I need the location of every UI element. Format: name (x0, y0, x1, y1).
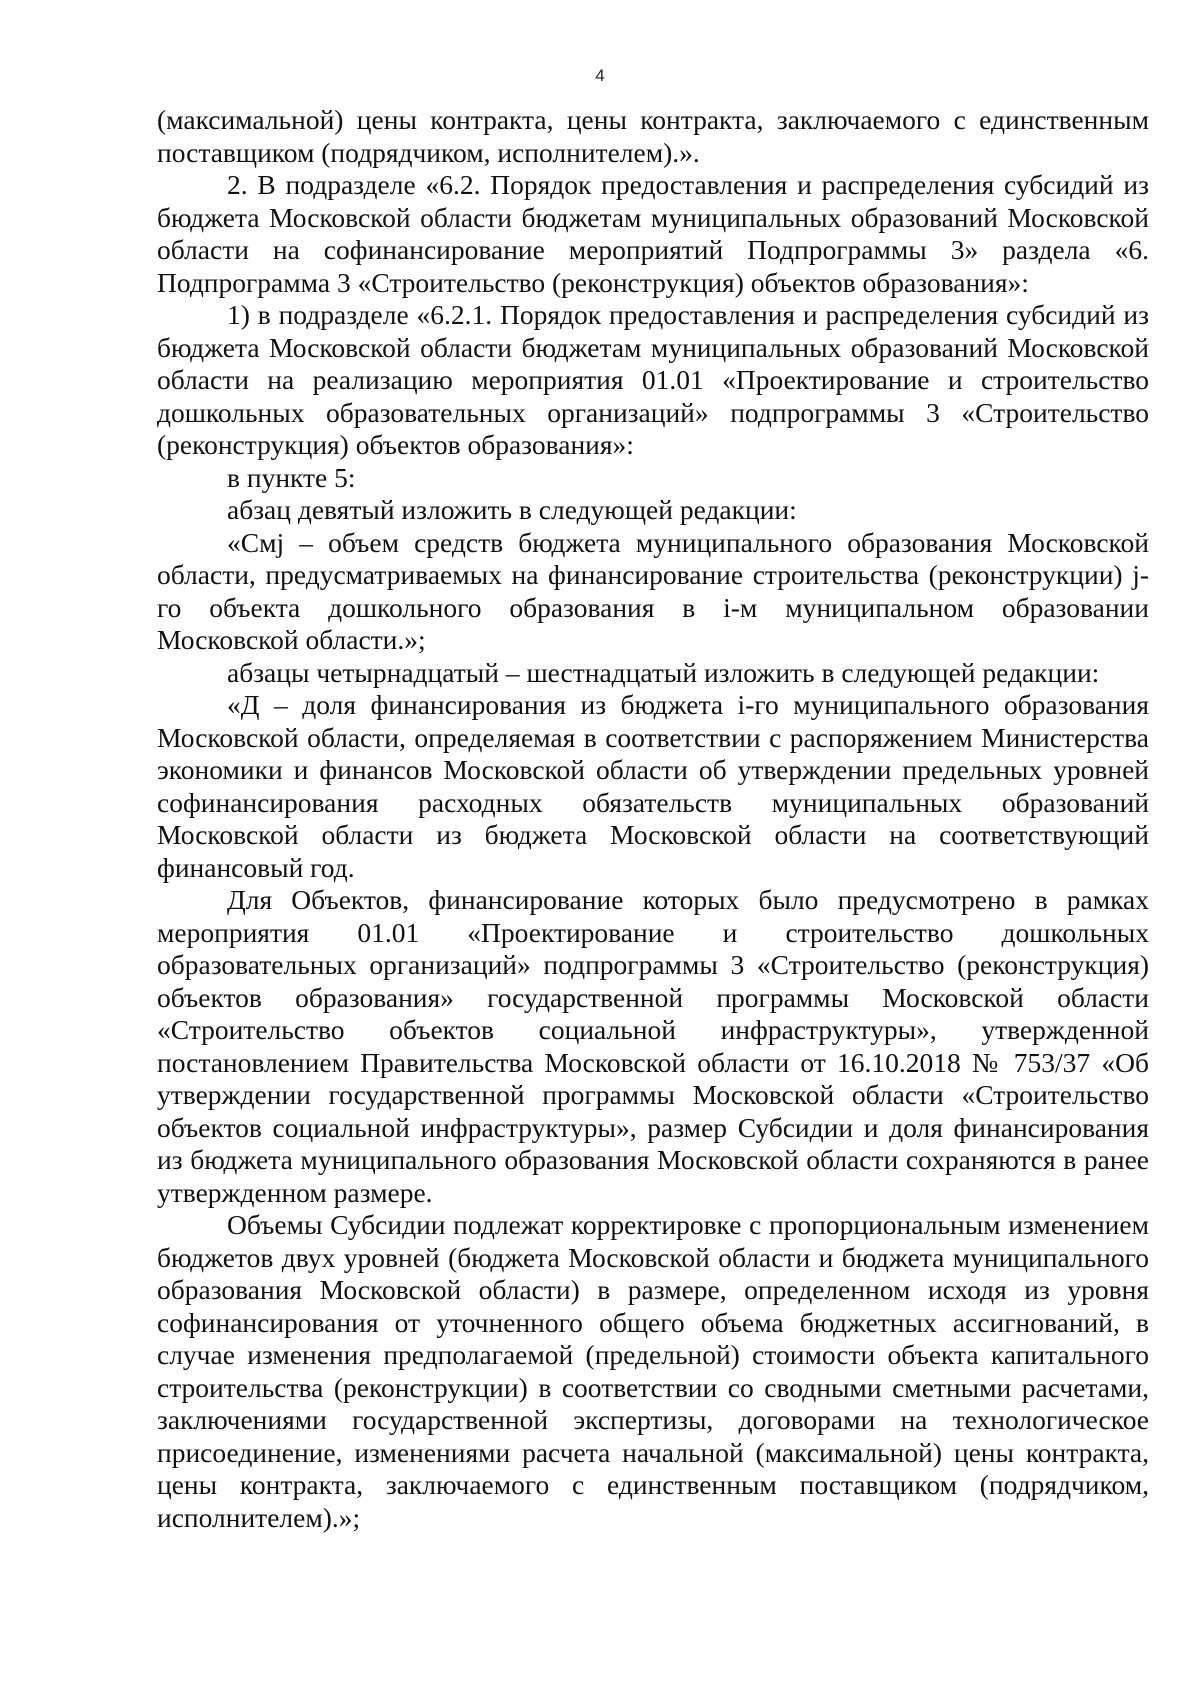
paragraph-d-definition: «Д – доля финансирования из бюджета i-го муниципального образования Московской области, определяемая в соответствии с распоряжением Министерства экономики и финансов Московской области об утверждении предельных уровней софинансирования расходных обязательств муниципальных образований Московской области из бюджета Московской области на соответствующий финансовый год. (157, 689, 1149, 883)
paragraph-objects-financing: Для Объектов, финансирование которых было предусмотрено в рамках мероприятия 01.01 «Проектирование и строительство дошкольных образовательных организаций» подпрограммы 3 «Строительство (реконструкция) объектов образования» государственной программы Московской области «Строительство объектов социальной инфраструктуры», утвержденной постановлением Правительства Московской области от 16.10.2018 № 753/37 «Об утверждении государственной программы Московской области «Строительство объектов социальной инфраструктуры», размер Субсидии и доля финансирования из бюджета муниципального образования Московской области сохраняются в ранее утвержденном размере. (157, 884, 1149, 1208)
document-body (157, 104, 1149, 1534)
paragraph-continuation: (максимальной) цены контракта, цены контракта, заключаемого с единственным поставщиком (подрядчиком, исполнителем).». (157, 104, 1149, 168)
paragraph-ninth-abzac-instruction: абзац девятый изложить в следующей редакции: (227, 494, 797, 525)
paragraph-item-2: 2. В подразделе «6.2. Порядок предоставления и распределения субсидий из бюджета Московской области бюджетам муниципальных образований Московской области на софинансирование мероприятий Подпрограммы 3» раздела «6. Подпрограмма 3 «Строительство (реконструкция) объектов образования»: (157, 169, 1149, 298)
page-number: 4 (595, 66, 605, 85)
paragraph-abzacs-instruction: абзацы четырнадцатый – шестнадцатый изложить в следующей редакции: (227, 656, 1100, 688)
paragraph-point-5: в пункте 5: (227, 461, 356, 493)
paragraph-subitem-1: 1) в подразделе «6.2.1. Порядок предоставления и распределения субсидий из бюджета Московской области бюджетам муниципальных образований Московской области на реализацию мероприятия 01.01 «Проектирование и строительство дошкольных образовательных организаций» подпрограммы 3 «Строительство (реконструкция) объектов образования»: (157, 299, 1149, 460)
paragraph-subsidy-volumes: Объемы Субсидии подлежат корректировке с пропорциональным изменением бюджетов двух уровней (бюджета Московской области и бюджета муниципального образования Московской области) в размере, определенном исходя из уровня софинансирования от уточненного общего объема бюджетных ассигнований, в случае изменения предполагаемой (предельной) стоимости объекта капитального строительства (реконструкции) в соответствии со сводными сметными расчетами, заключениями государственной экспертизы, договорами на технологическое присоединение, изменениями расчета начальной (максимальной) цены контракта, цены контракта, заключаемого с единственным поставщиком (подрядчиком, исполнителем).»; (157, 1209, 1149, 1533)
paragraph-smj-definition: «Смj – объем средств бюджета муниципального образования Московской области, предусматриваемых на финансирование строительства (реконструкции) j-го объекта дошкольного образования в i-м муниципальном образовании Московской области.»; (157, 526, 1149, 655)
